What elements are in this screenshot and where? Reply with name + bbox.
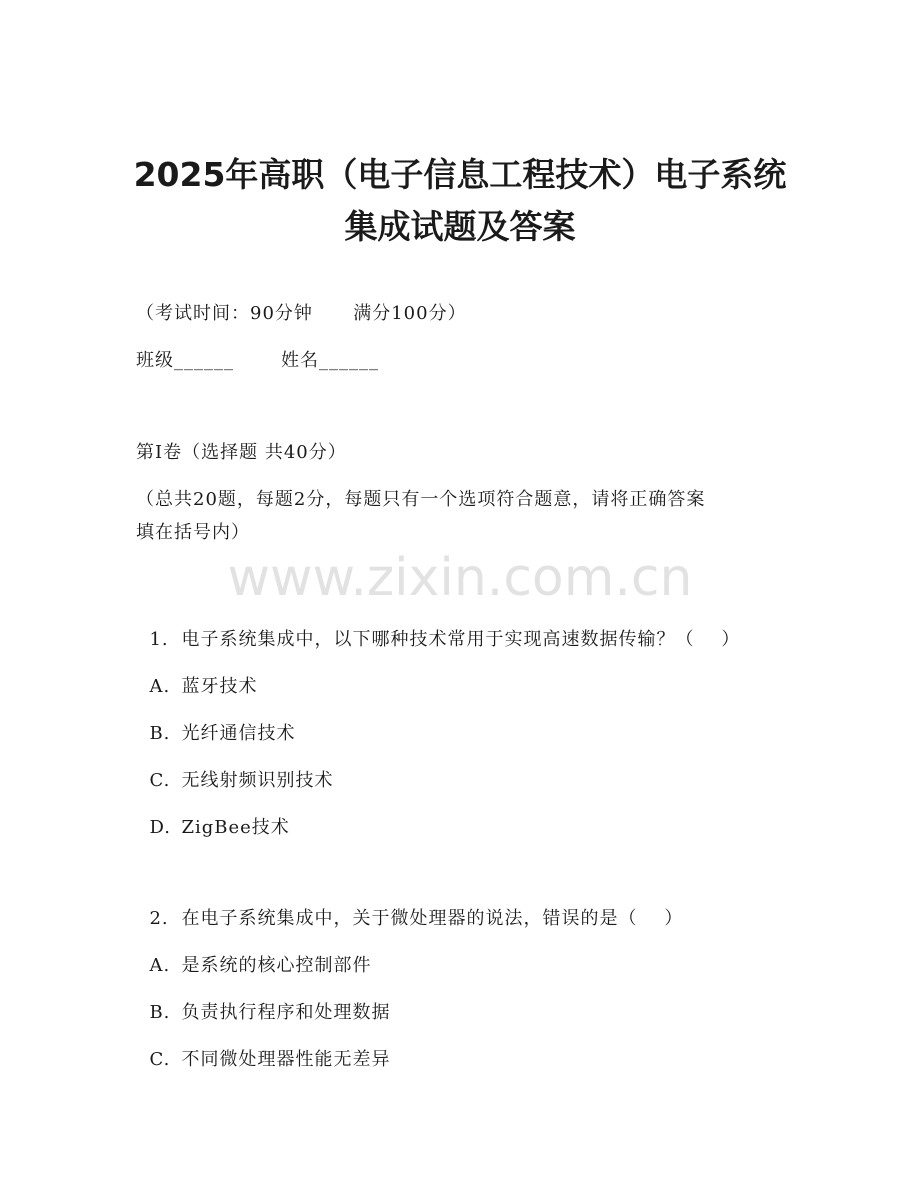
question-1: [136, 613, 740, 649]
document-title-line-2: 集成试题及答案: [344, 207, 576, 246]
question-1-option-b: [136, 707, 295, 743]
option-letter: C.: [149, 1049, 171, 1070]
option-letter: D.: [149, 817, 171, 838]
question-2-option-a: [136, 939, 371, 975]
option-letter: C.: [149, 770, 171, 791]
section-instruction-line-2: 填在括号内）: [136, 522, 250, 543]
question-1-option-d: [136, 801, 290, 837]
document-title-line-1: 2025年高职（电子信息工程技术）电子系统: [133, 155, 787, 194]
question-2-option-b: [136, 986, 390, 1022]
question-text: 在电子系统集成中，关于微处理器的说法，错误的是（ ）: [181, 908, 684, 929]
exam-info: （考试时间：90分钟 满分100分）: [136, 303, 467, 324]
option-text: 无线射频识别技术: [181, 770, 334, 791]
option-text: 不同微处理器性能无差异: [181, 1049, 391, 1070]
question-number: 1.: [149, 629, 169, 650]
option-letter: A.: [149, 955, 171, 976]
question-text: 电子系统集成中，以下哪种技术常用于实现高速数据传输？（ ）: [181, 629, 741, 650]
option-text: 负责执行程序和处理数据: [181, 1002, 391, 1023]
option-text: 是系统的核心控制部件: [181, 955, 372, 976]
option-letter: B.: [149, 1002, 171, 1023]
option-text: ZigBee技术: [181, 817, 290, 838]
option-text: 光纤通信技术: [181, 723, 296, 744]
option-letter: B.: [149, 723, 171, 744]
question-2: [136, 892, 683, 928]
option-text: 蓝牙技术: [181, 676, 258, 697]
section-heading: 第I卷（选择题 共40分）: [136, 442, 347, 463]
question-number: 2.: [149, 908, 169, 929]
question-1-option-a: [136, 660, 257, 696]
question-1-option-c: [136, 754, 333, 790]
section-instruction-line-1: （总共20题，每题2分，每题只有一个选项符合题意，请将正确答案: [136, 489, 706, 510]
option-letter: A.: [149, 676, 171, 697]
student-fields: 班级______ 姓名______: [136, 350, 380, 371]
watermark: www.zixin.com.cn: [227, 548, 693, 608]
question-2-option-c: [136, 1033, 390, 1069]
